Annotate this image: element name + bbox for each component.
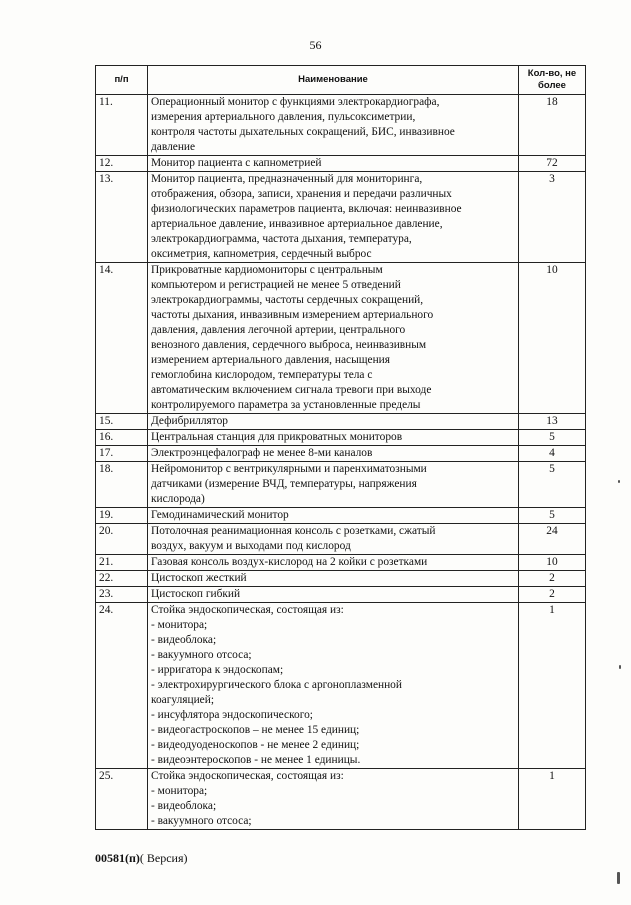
row-name: [148, 462, 519, 508]
row-quantity: 18: [519, 95, 586, 156]
row-quantity: 10: [519, 263, 586, 414]
table-row: [96, 414, 586, 430]
row-number: 23.: [96, 587, 148, 603]
row-name-line: автоматическим включением сигнала тревоги при выходе: [151, 384, 432, 396]
row-name-line: отображения, обзора, записи, хранения и передачи различных: [151, 188, 452, 200]
row-name-line: Монитор пациента с капнометрией: [151, 157, 322, 169]
row-name-line: - видеоэнтероскопов - не менее 1 единицы.: [151, 754, 361, 766]
table-row: [96, 172, 586, 263]
row-name: [148, 587, 519, 603]
row-name-line: Стойка эндоскопическая, состоящая из:: [151, 604, 344, 616]
row-name-line: - видеоблока;: [151, 800, 217, 812]
row-number: 14.: [96, 263, 148, 414]
row-name-line: Электроэнцефалограф не менее 8-ми каналов: [151, 447, 373, 459]
row-name-line: гемоглобина кислородом, температуры тела с: [151, 369, 373, 381]
row-name: [148, 263, 519, 414]
row-name-line: кислорода): [151, 493, 205, 505]
row-name-line: коагуляцией;: [151, 694, 215, 706]
row-name-line: физиологических параметров пациента, включая: неинвазивное: [151, 203, 462, 215]
table-row: [96, 156, 586, 172]
row-number: 13.: [96, 172, 148, 263]
row-number: 15.: [96, 414, 148, 430]
row-number: 17.: [96, 446, 148, 462]
row-number: 25.: [96, 769, 148, 830]
row-name-line: частоты дыхания, инвазивным измерением артериального: [151, 309, 434, 321]
table-row: [96, 571, 586, 587]
row-name-line: Газовая консоль воздух-кислород на 2 койки с розетками: [151, 556, 428, 568]
header-number: п/п: [96, 66, 148, 95]
table-row: [96, 508, 586, 524]
row-quantity: 5: [519, 508, 586, 524]
row-number: 18.: [96, 462, 148, 508]
row-name: [148, 446, 519, 462]
table-body: [96, 95, 586, 830]
row-name-line: измерением артериального давления, насыщения: [151, 354, 390, 366]
row-name-line: измерения артериального давления, пульсоксиметрии,: [151, 111, 416, 123]
row-name-line: Монитор пациента, предназначенный для мониторинга,: [151, 173, 423, 185]
row-name-line: контроля частоты дыхательных сокращений, БИС, инвазивное: [151, 126, 455, 138]
row-number: 12.: [96, 156, 148, 172]
row-quantity: 5: [519, 430, 586, 446]
row-quantity: 4: [519, 446, 586, 462]
row-name-line: Потолочная реанимационная консоль с розетками, сжатый: [151, 525, 436, 537]
row-name: [148, 430, 519, 446]
table-row: [96, 462, 586, 508]
row-number: 16.: [96, 430, 148, 446]
row-name: [148, 769, 519, 830]
row-name: [148, 414, 519, 430]
equipment-table: [95, 65, 586, 830]
row-quantity: 72: [519, 156, 586, 172]
row-name-line: - видеогастроскопов – не менее 15 единиц;: [151, 724, 360, 736]
row-name-line: давление: [151, 141, 196, 153]
row-name: [148, 156, 519, 172]
row-quantity: 1: [519, 603, 586, 769]
row-name-line: Дефибриллятор: [151, 415, 228, 427]
row-name-line: венозного давления, сердечного выброса, неинвазивным: [151, 339, 427, 351]
row-number: 19.: [96, 508, 148, 524]
table-row: [96, 555, 586, 571]
header-name: Наименование: [148, 66, 519, 95]
scan-speck: [618, 480, 620, 483]
row-quantity: 3: [519, 172, 586, 263]
row-name-line: Цистоскоп жесткий: [151, 572, 247, 584]
row-quantity: 13: [519, 414, 586, 430]
row-name-line: оксиметрия, капнометрия, сердечный выброс: [151, 248, 372, 260]
row-name-line: - инсуфлятора эндоскопического;: [151, 709, 313, 721]
table-row: [96, 524, 586, 555]
row-name-line: Операционный монитор с функциями электрокардиографа,: [151, 96, 440, 108]
row-number: 21.: [96, 555, 148, 571]
row-name-line: Центральная станция для прикроватных мониторов: [151, 431, 403, 443]
row-quantity: 2: [519, 571, 586, 587]
row-name-line: - монитора;: [151, 785, 208, 797]
row-name: [148, 555, 519, 571]
row-name: [148, 603, 519, 769]
row-name-line: электрокардиограммы, частоты сердечных сокращений,: [151, 294, 424, 306]
row-quantity: 1: [519, 769, 586, 830]
row-quantity: 10: [519, 555, 586, 571]
row-quantity: 2: [519, 587, 586, 603]
scan-speck: [619, 665, 621, 669]
row-name-line: Стойка эндоскопическая, состоящая из:: [151, 770, 344, 782]
header-quantity: Кол-во, не более: [519, 66, 586, 95]
row-name-line: - ирригатора к эндоскопам;: [151, 664, 284, 676]
row-name-line: - видеодуоденоскопов - не менее 2 единиц;: [151, 739, 360, 751]
row-name: [148, 95, 519, 156]
row-name-line: - вакуумного отсоса;: [151, 815, 252, 827]
footer-code: 00581(п): [95, 851, 140, 865]
row-name: [148, 571, 519, 587]
row-quantity: 5: [519, 462, 586, 508]
row-number: 11.: [96, 95, 148, 156]
row-name-line: - монитора;: [151, 619, 208, 631]
row-number: 24.: [96, 603, 148, 769]
table-row: [96, 95, 586, 156]
row-name: [148, 524, 519, 555]
row-name-line: Гемодинамический монитор: [151, 509, 289, 521]
row-name-line: артериальное давление, инвазивное артериальное давление,: [151, 218, 443, 230]
page-number: 56: [309, 38, 322, 52]
row-name-line: датчиками (измерение ВЧД, температуры, напряжения: [151, 478, 417, 490]
table-row: [96, 446, 586, 462]
footer: [95, 851, 188, 866]
table-row: [96, 587, 586, 603]
row-name-line: Нейромонитор с вентрикулярными и паренхиматозными: [151, 463, 427, 475]
table-row: [96, 769, 586, 830]
row-name-line: давления, давления легочной артерии, центрального: [151, 324, 406, 336]
row-name: [148, 508, 519, 524]
row-number: 22.: [96, 571, 148, 587]
scan-speck: [617, 872, 620, 884]
row-name: [148, 172, 519, 263]
row-quantity: 24: [519, 524, 586, 555]
footer-version-label: ( Версия): [139, 851, 188, 865]
row-name-line: компьютером и регистрацией не менее 5 отведений: [151, 279, 401, 291]
table-row: [96, 603, 586, 769]
row-name-line: Цистоскоп гибкий: [151, 588, 241, 600]
row-name-line: контролируемого параметра за установленные пределы: [151, 399, 421, 411]
row-name-line: воздух, вакуум и выходами под кислород: [151, 540, 351, 552]
row-number: 20.: [96, 524, 148, 555]
table-row: [96, 430, 586, 446]
row-name-line: - видеоблока;: [151, 634, 217, 646]
row-name-line: - вакуумного отсоса;: [151, 649, 252, 661]
table-header-row: [96, 66, 586, 95]
row-name-line: Прикроватные кардиомониторы с центральным: [151, 264, 383, 276]
row-name-line: электрокардиограмма, частота дыхания, температура,: [151, 233, 412, 245]
table-row: [96, 263, 586, 414]
row-name-line: - электрохирургического блока с аргоноплазменной: [151, 679, 402, 691]
